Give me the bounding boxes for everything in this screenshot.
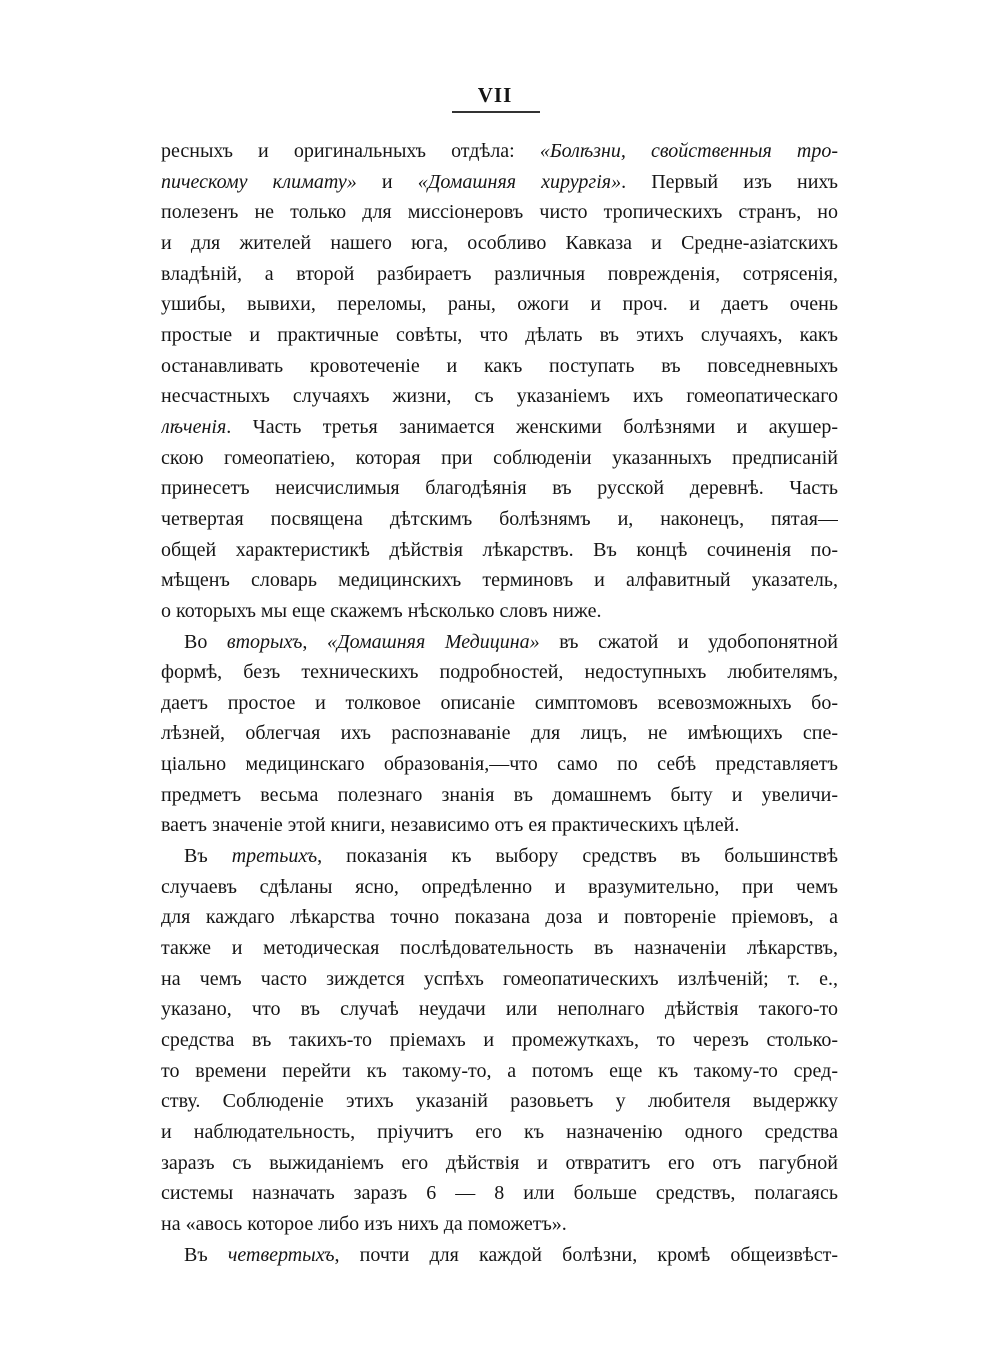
text-span: на «авось которое либо изъ нихъ да поможетъ».	[161, 1212, 567, 1235]
text-line	[161, 167, 838, 198]
text-span: даетъ простое и толковое описаніе симптомовъ всевозможныхъ бо-	[161, 691, 838, 714]
text-line	[161, 1086, 838, 1117]
page-number-rule	[452, 111, 540, 113]
italic-text: лѣченія	[161, 415, 227, 438]
text-span: заразъ съ выжиданіемъ его дѣйствія и отвратитъ его отъ пагубной	[161, 1151, 838, 1174]
text-line	[161, 688, 838, 719]
text-span: и	[356, 170, 418, 193]
italic-text: «Домашняя хирургія»	[417, 170, 622, 193]
text-span: ціально медицинскаго образованія,—что само по себѣ представляетъ	[161, 753, 838, 776]
paragraph	[161, 136, 838, 627]
text-span: Во	[184, 630, 227, 653]
body-text	[161, 136, 838, 1270]
text-line	[161, 381, 838, 412]
text-span: указано, что въ случаѣ неудачи или неполнаго дѣйствія такого-то	[161, 998, 838, 1021]
text-span: системы назначать заразъ 6 — 8 или больше средствъ, полагаясь	[161, 1182, 838, 1205]
text-line	[161, 1240, 838, 1271]
text-line	[161, 1178, 838, 1209]
text-line	[161, 1056, 838, 1087]
text-span: Въ	[184, 1243, 228, 1266]
text-span: на чемъ часто зиждется успѣхъ гомеопатическихъ излѣченій; т. е.,	[161, 967, 838, 990]
text-span: . Первый изъ нихъ	[621, 170, 838, 193]
text-line	[161, 565, 838, 596]
text-span: ушибы, вывихи, переломы, раны, ожоги и проч. и даетъ очень	[161, 293, 838, 316]
text-line	[161, 964, 838, 995]
text-span: четвертая посвящена дѣтскимъ болѣзнямъ и, наконецъ, пятая—	[161, 507, 838, 530]
paragraph	[161, 627, 838, 842]
text-line	[161, 994, 838, 1025]
text-span: формѣ, безъ техническихъ подробностей, недоступныхъ любителямъ,	[161, 661, 838, 684]
text-span: останавливать кровотеченіе и какъ поступать въ повседневныхъ	[161, 354, 838, 377]
text-span: средства въ такихъ-то пріемахъ и промежуткахъ, то черезъ столько-	[161, 1029, 838, 1052]
text-span: лѣзней, облегчая ихъ распознаваніе для лицъ, не имѣющихъ спе-	[161, 722, 838, 745]
italic-text: третьихъ	[231, 845, 318, 868]
text-span: случаевъ сдѣланы ясно, опредѣленно и вразумительно, при чемъ	[161, 875, 838, 898]
text-span: общей характеристикѣ дѣйствія лѣкарствъ. Въ концѣ сочиненія по-	[161, 538, 838, 561]
text-span: ресныхъ и оригинальныхъ отдѣла:	[161, 140, 540, 162]
text-line	[161, 320, 838, 351]
text-line	[161, 1148, 838, 1179]
text-line	[161, 933, 838, 964]
text-line	[161, 841, 838, 872]
paragraph	[161, 1240, 838, 1271]
text-span: , почти для каждой болѣзни, кромѣ общеизвѣст-	[334, 1243, 838, 1266]
text-span: для каждаго лѣкарства точно показана доза и повтореніе пріемовъ, а	[161, 906, 838, 929]
text-line	[161, 810, 838, 841]
text-line	[161, 473, 838, 504]
text-span: также и методическая послѣдовательность въ назначеніи лѣкарствъ,	[161, 937, 838, 960]
text-line	[161, 718, 838, 749]
text-line	[161, 351, 838, 382]
text-line	[161, 627, 838, 658]
text-span: . Часть третья занимается женскими болѣзнями и акушер-	[226, 415, 838, 438]
text-span: мѣщенъ словарь медицинскихъ терминовъ и алфавитный указатель,	[161, 569, 838, 592]
text-span: ,	[302, 630, 327, 653]
text-line	[161, 1209, 838, 1240]
text-line	[161, 596, 838, 627]
text-line	[161, 412, 838, 443]
text-line	[161, 504, 838, 535]
text-line	[161, 780, 838, 811]
text-line	[161, 749, 838, 780]
text-span: предметъ весьма полезнаго знанія въ домашнемъ быту и увеличи-	[161, 783, 838, 806]
text-span: , показанія къ выбору средствъ въ большинствѣ	[317, 845, 838, 868]
text-span: и для жителей нашего юга, особливо Кавказа и Средне-азіатскихъ	[161, 231, 838, 254]
text-line	[161, 136, 838, 167]
text-line	[161, 443, 838, 474]
text-span: и наблюдательность, пріучитъ его къ назначенію одного средства	[161, 1121, 838, 1143]
text-line	[161, 197, 838, 228]
text-span: о которыхъ мы еще скажемъ нѣсколько словъ ниже.	[161, 599, 602, 622]
italic-text: «Домашняя Медицина»	[326, 630, 540, 653]
text-span: Въ	[184, 845, 232, 868]
text-span: ваетъ значеніе этой книги, независимо отъ ея практическихъ цѣлей.	[161, 814, 740, 837]
italic-text: четвертыхъ	[227, 1243, 335, 1266]
text-line	[161, 1117, 838, 1148]
text-span: простые и практичные совѣты, что дѣлать въ этихъ случаяхъ, какъ	[161, 323, 838, 346]
text-span: владѣній, а второй разбираетъ различныя поврежденія, сотрясенія,	[161, 262, 838, 285]
text-span: въ сжатой и удобопонятной	[539, 630, 838, 653]
text-span: то времени перейти къ такому-то, а потомъ еще къ такому-то сред-	[161, 1059, 838, 1082]
text-span: ству. Соблюденіе этихъ указаній разовьетъ у любителя выдержку	[161, 1090, 838, 1113]
italic-text: «Болѣзни, свойственныя тро-	[539, 140, 838, 162]
text-line	[161, 872, 838, 903]
text-line	[161, 902, 838, 933]
italic-text: вторыхъ	[226, 630, 303, 653]
text-span: принесетъ неисчислимыя благодѣянія въ русской деревнѣ. Часть	[161, 477, 838, 500]
text-line	[161, 259, 838, 290]
text-span: несчастныхъ случаяхъ жизни, съ указаніемъ ихъ гомеопатическаго	[161, 385, 838, 408]
text-line	[161, 228, 838, 259]
text-span: скою гомеопатіею, которая при соблюденіи указанныхъ предписаній	[161, 446, 838, 469]
italic-text: пическому климату»	[161, 170, 357, 193]
text-span: полезенъ не только для миссіонеровъ чисто тропическихъ странъ, но	[161, 201, 838, 224]
text-line	[161, 657, 838, 688]
text-line	[161, 535, 838, 566]
text-line	[161, 289, 838, 320]
paragraph	[161, 841, 838, 1240]
text-line	[161, 1025, 838, 1056]
page-number: VII	[477, 83, 513, 107]
